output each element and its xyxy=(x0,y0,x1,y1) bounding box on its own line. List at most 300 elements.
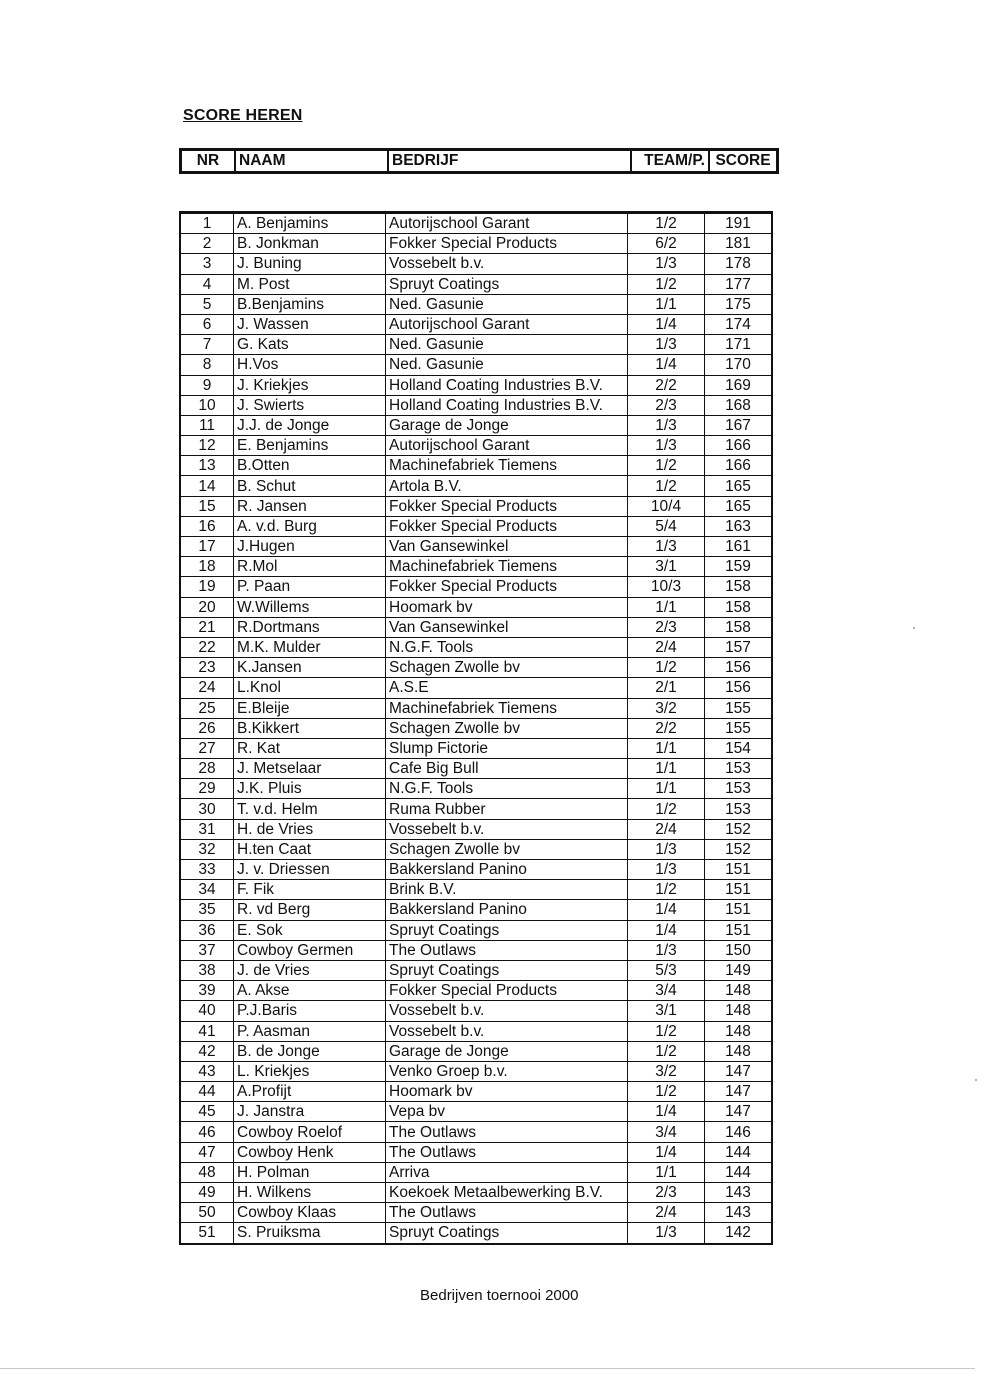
cell-nr: 38 xyxy=(180,960,234,980)
cell-team: 1/2 xyxy=(628,799,705,819)
cell-team: 2/1 xyxy=(628,678,705,698)
cell-score: 169 xyxy=(705,375,773,395)
cell-naam: A. v.d. Burg xyxy=(234,516,386,536)
cell-naam: Cowboy Klaas xyxy=(234,1203,386,1223)
cell-naam: J. Metselaar xyxy=(234,759,386,779)
cell-team: 6/2 xyxy=(628,234,705,254)
header-bedrijf: BEDRIJF xyxy=(388,150,631,173)
cell-score: 177 xyxy=(705,274,773,294)
cell-bedrijf: Vossebelt b.v. xyxy=(386,254,628,274)
cell-bedrijf: The Outlaws xyxy=(386,1203,628,1223)
table-row xyxy=(180,496,772,516)
cell-team: 1/1 xyxy=(628,597,705,617)
table-row xyxy=(180,718,772,738)
header-nr: NR xyxy=(181,150,236,173)
cell-bedrijf: The Outlaws xyxy=(386,1122,628,1142)
cell-team: 1/2 xyxy=(628,658,705,678)
table-row xyxy=(180,1122,772,1142)
table-row xyxy=(180,1082,772,1102)
score-table-header xyxy=(179,148,779,174)
cell-naam: B. de Jonge xyxy=(234,1041,386,1061)
cell-score: 152 xyxy=(705,819,773,839)
cell-score: 170 xyxy=(705,355,773,375)
cell-naam: J. Swierts xyxy=(234,395,386,415)
cell-team: 1/3 xyxy=(628,254,705,274)
table-row xyxy=(180,981,772,1001)
cell-nr: 36 xyxy=(180,920,234,940)
cell-team: 1/2 xyxy=(628,1021,705,1041)
cell-naam: B. Schut xyxy=(234,476,386,496)
cell-naam: B.Otten xyxy=(234,456,386,476)
cell-score: 165 xyxy=(705,476,773,496)
cell-naam: L.Knol xyxy=(234,678,386,698)
cell-naam: J. Wassen xyxy=(234,314,386,334)
header-row xyxy=(181,150,778,173)
scan-edge-line xyxy=(0,1368,975,1369)
cell-naam: A. Akse xyxy=(234,981,386,1001)
table-row xyxy=(180,1203,772,1223)
cell-naam: J.Hugen xyxy=(234,537,386,557)
cell-bedrijf: Holland Coating Industries B.V. xyxy=(386,375,628,395)
cell-naam: P. Aasman xyxy=(234,1021,386,1041)
cell-nr: 14 xyxy=(180,476,234,496)
cell-nr: 4 xyxy=(180,274,234,294)
cell-naam: J.K. Pluis xyxy=(234,779,386,799)
cell-team: 1/4 xyxy=(628,900,705,920)
cell-naam: F. Fik xyxy=(234,880,386,900)
cell-score: 155 xyxy=(705,698,773,718)
table-row xyxy=(180,456,772,476)
cell-bedrijf: Garage de Jonge xyxy=(386,1041,628,1061)
cell-nr: 48 xyxy=(180,1162,234,1182)
cell-score: 155 xyxy=(705,718,773,738)
cell-bedrijf: N.G.F. Tools xyxy=(386,779,628,799)
cell-nr: 10 xyxy=(180,395,234,415)
table-row xyxy=(180,476,772,496)
cell-naam: G. Kats xyxy=(234,335,386,355)
cell-bedrijf: N.G.F. Tools xyxy=(386,637,628,657)
cell-nr: 26 xyxy=(180,718,234,738)
cell-team: 10/4 xyxy=(628,496,705,516)
cell-bedrijf: Machinefabriek Tiemens xyxy=(386,698,628,718)
cell-team: 1/2 xyxy=(628,476,705,496)
cell-bedrijf: Schagen Zwolle bv xyxy=(386,658,628,678)
cell-nr: 49 xyxy=(180,1183,234,1203)
cell-score: 148 xyxy=(705,1001,773,1021)
cell-nr: 1 xyxy=(180,213,234,234)
table-row xyxy=(180,779,772,799)
cell-nr: 37 xyxy=(180,940,234,960)
cell-naam: K.Jansen xyxy=(234,658,386,678)
cell-score: 147 xyxy=(705,1102,773,1122)
cell-bedrijf: Fokker Special Products xyxy=(386,981,628,1001)
cell-team: 1/1 xyxy=(628,759,705,779)
cell-bedrijf: Bakkersland Panino xyxy=(386,860,628,880)
cell-bedrijf: Brink B.V. xyxy=(386,880,628,900)
cell-score: 168 xyxy=(705,395,773,415)
cell-team: 2/3 xyxy=(628,395,705,415)
table-row xyxy=(180,738,772,758)
cell-nr: 39 xyxy=(180,981,234,1001)
cell-bedrijf: A.S.E xyxy=(386,678,628,698)
table-row xyxy=(180,1102,772,1122)
cell-naam: A.Profijt xyxy=(234,1082,386,1102)
table-row xyxy=(180,1061,772,1081)
cell-naam: T. v.d. Helm xyxy=(234,799,386,819)
cell-nr: 9 xyxy=(180,375,234,395)
header-naam: NAAM xyxy=(235,150,388,173)
table-row xyxy=(180,395,772,415)
table-row xyxy=(180,1001,772,1021)
cell-score: 153 xyxy=(705,799,773,819)
cell-score: 153 xyxy=(705,779,773,799)
table-row xyxy=(180,577,772,597)
cell-bedrijf: Ned. Gasunie xyxy=(386,294,628,314)
cell-nr: 42 xyxy=(180,1041,234,1061)
cell-nr: 16 xyxy=(180,516,234,536)
table-row xyxy=(180,759,772,779)
table-row xyxy=(180,880,772,900)
cell-bedrijf: Vossebelt b.v. xyxy=(386,1021,628,1041)
cell-score: 143 xyxy=(705,1203,773,1223)
cell-score: 151 xyxy=(705,880,773,900)
cell-score: 156 xyxy=(705,678,773,698)
cell-score: 163 xyxy=(705,516,773,536)
cell-bedrijf: Vepa bv xyxy=(386,1102,628,1122)
cell-naam: H.ten Caat xyxy=(234,839,386,859)
cell-score: 165 xyxy=(705,496,773,516)
cell-bedrijf: Hoomark bv xyxy=(386,1082,628,1102)
table-row xyxy=(180,597,772,617)
cell-nr: 41 xyxy=(180,1021,234,1041)
cell-naam: E. Benjamins xyxy=(234,436,386,456)
table-row xyxy=(180,294,772,314)
cell-bedrijf: Spruyt Coatings xyxy=(386,920,628,940)
cell-team: 2/2 xyxy=(628,375,705,395)
cell-nr: 13 xyxy=(180,456,234,476)
cell-score: 142 xyxy=(705,1223,773,1244)
table-row xyxy=(180,637,772,657)
cell-naam: J. Buning xyxy=(234,254,386,274)
cell-naam: A. Benjamins xyxy=(234,213,386,234)
table-row xyxy=(180,537,772,557)
table-row xyxy=(180,1223,772,1244)
page-title: SCORE HEREN xyxy=(183,107,303,124)
cell-team: 1/4 xyxy=(628,920,705,940)
cell-score: 174 xyxy=(705,314,773,334)
header-score: SCORE xyxy=(709,150,778,173)
cell-nr: 20 xyxy=(180,597,234,617)
cell-team: 2/2 xyxy=(628,718,705,738)
cell-team: 1/4 xyxy=(628,1102,705,1122)
cell-naam: L. Kriekjes xyxy=(234,1061,386,1081)
cell-naam: Cowboy Roelof xyxy=(234,1122,386,1142)
table-row xyxy=(180,516,772,536)
cell-bedrijf: Van Gansewinkel xyxy=(386,537,628,557)
cell-naam: P.J.Baris xyxy=(234,1001,386,1021)
cell-nr: 19 xyxy=(180,577,234,597)
cell-nr: 12 xyxy=(180,436,234,456)
cell-nr: 40 xyxy=(180,1001,234,1021)
cell-nr: 29 xyxy=(180,779,234,799)
cell-naam: R. Kat xyxy=(234,738,386,758)
cell-nr: 33 xyxy=(180,860,234,880)
cell-bedrijf: Schagen Zwolle bv xyxy=(386,839,628,859)
cell-score: 144 xyxy=(705,1162,773,1182)
cell-nr: 3 xyxy=(180,254,234,274)
cell-nr: 30 xyxy=(180,799,234,819)
table-row xyxy=(180,860,772,880)
cell-score: 143 xyxy=(705,1183,773,1203)
cell-nr: 45 xyxy=(180,1102,234,1122)
cell-bedrijf: Ned. Gasunie xyxy=(386,355,628,375)
cell-team: 3/4 xyxy=(628,981,705,1001)
cell-naam: M. Post xyxy=(234,274,386,294)
cell-team: 1/3 xyxy=(628,537,705,557)
cell-nr: 22 xyxy=(180,637,234,657)
table-row xyxy=(180,335,772,355)
cell-team: 1/2 xyxy=(628,1082,705,1102)
table-row xyxy=(180,213,772,234)
cell-nr: 44 xyxy=(180,1082,234,1102)
cell-team: 1/1 xyxy=(628,738,705,758)
cell-score: 167 xyxy=(705,415,773,435)
cell-score: 158 xyxy=(705,577,773,597)
cell-score: 144 xyxy=(705,1142,773,1162)
cell-team: 1/3 xyxy=(628,436,705,456)
cell-score: 178 xyxy=(705,254,773,274)
cell-score: 151 xyxy=(705,900,773,920)
cell-team: 1/2 xyxy=(628,213,705,234)
cell-nr: 32 xyxy=(180,839,234,859)
scan-speck xyxy=(975,1079,977,1081)
cell-bedrijf: Spruyt Coatings xyxy=(386,960,628,980)
table-row xyxy=(180,1183,772,1203)
cell-nr: 25 xyxy=(180,698,234,718)
cell-naam: W.Willems xyxy=(234,597,386,617)
table-row xyxy=(180,698,772,718)
cell-naam: J.J. de Jonge xyxy=(234,415,386,435)
cell-naam: J. de Vries xyxy=(234,960,386,980)
cell-team: 1/2 xyxy=(628,1041,705,1061)
cell-team: 2/4 xyxy=(628,819,705,839)
scan-speck xyxy=(913,627,915,629)
cell-team: 1/4 xyxy=(628,1142,705,1162)
cell-naam: R.Dortmans xyxy=(234,617,386,637)
cell-team: 2/4 xyxy=(628,1203,705,1223)
cell-team: 3/2 xyxy=(628,698,705,718)
cell-team: 5/3 xyxy=(628,960,705,980)
cell-naam: M.K. Mulder xyxy=(234,637,386,657)
cell-score: 153 xyxy=(705,759,773,779)
cell-score: 148 xyxy=(705,1021,773,1041)
cell-score: 151 xyxy=(705,860,773,880)
table-row xyxy=(180,234,772,254)
score-table-body xyxy=(180,213,772,1244)
cell-score: 147 xyxy=(705,1061,773,1081)
cell-bedrijf: Venko Groep b.v. xyxy=(386,1061,628,1081)
cell-team: 10/3 xyxy=(628,577,705,597)
cell-score: 166 xyxy=(705,436,773,456)
table-row xyxy=(180,355,772,375)
cell-nr: 47 xyxy=(180,1142,234,1162)
cell-team: 1/3 xyxy=(628,335,705,355)
cell-nr: 8 xyxy=(180,355,234,375)
cell-bedrijf: Koekoek Metaalbewerking B.V. xyxy=(386,1183,628,1203)
cell-score: 148 xyxy=(705,981,773,1001)
cell-team: 1/4 xyxy=(628,314,705,334)
table-row xyxy=(180,839,772,859)
cell-bedrijf: Slump Fictorie xyxy=(386,738,628,758)
cell-bedrijf: Ned. Gasunie xyxy=(386,335,628,355)
cell-bedrijf: Fokker Special Products xyxy=(386,234,628,254)
cell-team: 3/4 xyxy=(628,1122,705,1142)
cell-bedrijf: Machinefabriek Tiemens xyxy=(386,456,628,476)
cell-score: 150 xyxy=(705,940,773,960)
cell-naam: Cowboy Henk xyxy=(234,1142,386,1162)
cell-score: 191 xyxy=(705,213,773,234)
page-footer: Bedrijven toernooi 2000 xyxy=(420,1287,579,1304)
cell-bedrijf: Spruyt Coatings xyxy=(386,1223,628,1244)
cell-team: 1/3 xyxy=(628,860,705,880)
cell-nr: 17 xyxy=(180,537,234,557)
cell-score: 154 xyxy=(705,738,773,758)
cell-nr: 5 xyxy=(180,294,234,314)
score-table xyxy=(179,211,773,1245)
cell-naam: E.Bleije xyxy=(234,698,386,718)
cell-naam: H. Wilkens xyxy=(234,1183,386,1203)
cell-bedrijf: Autorijschool Garant xyxy=(386,213,628,234)
table-row xyxy=(180,799,772,819)
cell-score: 152 xyxy=(705,839,773,859)
cell-team: 5/4 xyxy=(628,516,705,536)
cell-score: 156 xyxy=(705,658,773,678)
cell-bedrijf: Autorijschool Garant xyxy=(386,436,628,456)
cell-bedrijf: The Outlaws xyxy=(386,1142,628,1162)
cell-naam: R.Mol xyxy=(234,557,386,577)
cell-bedrijf: Hoomark bv xyxy=(386,597,628,617)
cell-score: 146 xyxy=(705,1122,773,1142)
table-row xyxy=(180,940,772,960)
cell-naam: J. v. Driessen xyxy=(234,860,386,880)
cell-score: 157 xyxy=(705,637,773,657)
cell-bedrijf: Artola B.V. xyxy=(386,476,628,496)
cell-bedrijf: Cafe Big Bull xyxy=(386,759,628,779)
cell-nr: 11 xyxy=(180,415,234,435)
cell-naam: Cowboy Germen xyxy=(234,940,386,960)
cell-nr: 46 xyxy=(180,1122,234,1142)
cell-score: 151 xyxy=(705,920,773,940)
cell-score: 161 xyxy=(705,537,773,557)
table-row xyxy=(180,658,772,678)
table-row xyxy=(180,819,772,839)
cell-nr: 28 xyxy=(180,759,234,779)
cell-team: 1/1 xyxy=(628,294,705,314)
cell-nr: 24 xyxy=(180,678,234,698)
cell-team: 3/2 xyxy=(628,1061,705,1081)
cell-naam: H.Vos xyxy=(234,355,386,375)
cell-nr: 31 xyxy=(180,819,234,839)
cell-team: 1/3 xyxy=(628,839,705,859)
cell-bedrijf: Autorijschool Garant xyxy=(386,314,628,334)
cell-naam: P. Paan xyxy=(234,577,386,597)
table-row xyxy=(180,274,772,294)
cell-score: 147 xyxy=(705,1082,773,1102)
table-row xyxy=(180,314,772,334)
cell-nr: 35 xyxy=(180,900,234,920)
cell-nr: 27 xyxy=(180,738,234,758)
cell-naam: J. Janstra xyxy=(234,1102,386,1122)
cell-team: 1/4 xyxy=(628,355,705,375)
cell-nr: 50 xyxy=(180,1203,234,1223)
cell-bedrijf: Fokker Special Products xyxy=(386,496,628,516)
table-row xyxy=(180,960,772,980)
table-row xyxy=(180,920,772,940)
cell-score: 158 xyxy=(705,617,773,637)
cell-nr: 43 xyxy=(180,1061,234,1081)
cell-nr: 23 xyxy=(180,658,234,678)
header-team: TEAM/P. xyxy=(631,150,709,173)
cell-team: 1/1 xyxy=(628,779,705,799)
cell-bedrijf: Spruyt Coatings xyxy=(386,274,628,294)
cell-team: 1/3 xyxy=(628,1223,705,1244)
cell-nr: 34 xyxy=(180,880,234,900)
cell-nr: 7 xyxy=(180,335,234,355)
cell-score: 149 xyxy=(705,960,773,980)
cell-team: 2/3 xyxy=(628,1183,705,1203)
cell-nr: 18 xyxy=(180,557,234,577)
cell-nr: 2 xyxy=(180,234,234,254)
cell-bedrijf: Schagen Zwolle bv xyxy=(386,718,628,738)
cell-bedrijf: Bakkersland Panino xyxy=(386,900,628,920)
cell-naam: B.Benjamins xyxy=(234,294,386,314)
cell-score: 171 xyxy=(705,335,773,355)
cell-naam: H. de Vries xyxy=(234,819,386,839)
cell-team: 1/3 xyxy=(628,415,705,435)
cell-nr: 21 xyxy=(180,617,234,637)
cell-bedrijf: Ruma Rubber xyxy=(386,799,628,819)
cell-score: 158 xyxy=(705,597,773,617)
cell-naam: H. Polman xyxy=(234,1162,386,1182)
cell-team: 2/3 xyxy=(628,617,705,637)
cell-naam: J. Kriekjes xyxy=(234,375,386,395)
cell-team: 3/1 xyxy=(628,557,705,577)
cell-bedrijf: Fokker Special Products xyxy=(386,577,628,597)
cell-score: 159 xyxy=(705,557,773,577)
cell-team: 1/2 xyxy=(628,274,705,294)
cell-team: 2/4 xyxy=(628,637,705,657)
cell-bedrijf: Vossebelt b.v. xyxy=(386,1001,628,1021)
cell-team: 1/1 xyxy=(628,1162,705,1182)
cell-score: 148 xyxy=(705,1041,773,1061)
table-row xyxy=(180,557,772,577)
cell-bedrijf: Fokker Special Products xyxy=(386,516,628,536)
cell-nr: 6 xyxy=(180,314,234,334)
table-row xyxy=(180,254,772,274)
cell-naam: R. Jansen xyxy=(234,496,386,516)
cell-bedrijf: Machinefabriek Tiemens xyxy=(386,557,628,577)
cell-score: 175 xyxy=(705,294,773,314)
table-row xyxy=(180,1162,772,1182)
table-row xyxy=(180,617,772,637)
cell-bedrijf: Vossebelt b.v. xyxy=(386,819,628,839)
cell-bedrijf: The Outlaws xyxy=(386,940,628,960)
cell-bedrijf: Holland Coating Industries B.V. xyxy=(386,395,628,415)
cell-team: 1/2 xyxy=(628,456,705,476)
cell-naam: S. Pruiksma xyxy=(234,1223,386,1244)
cell-bedrijf: Arriva xyxy=(386,1162,628,1182)
table-row xyxy=(180,1041,772,1061)
